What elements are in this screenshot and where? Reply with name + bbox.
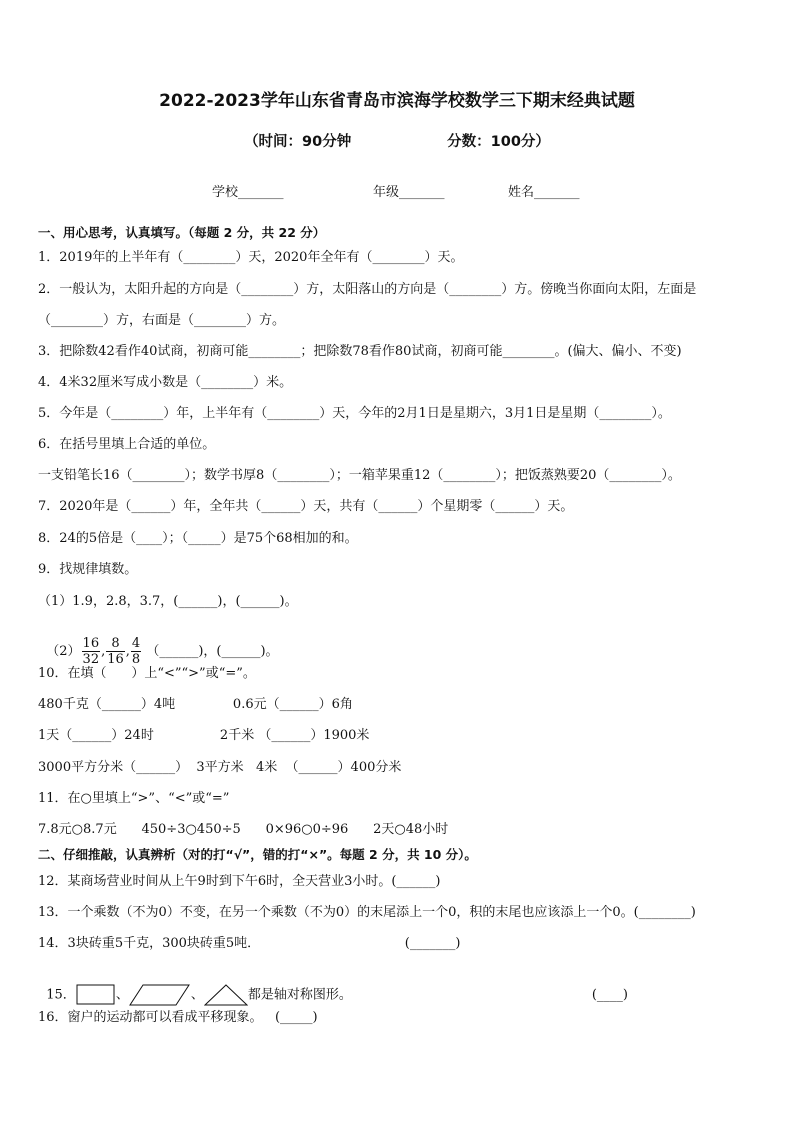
question-7: 7．2020年是（______）年，全年共（______）天，共有（______）个星期零（______）天。: [38, 499, 574, 514]
question-1: 1．2019年的上半年有（________）天，2020年全年有（________）天。: [38, 250, 464, 265]
page-title: 2022-2023学年山东省青岛市滨海学校数学三下期末经典试题: [159, 91, 635, 111]
question-16: 16．窗户的运动都可以看成平移现象。 (_____): [38, 1010, 318, 1025]
rectangle-icon: [76, 984, 116, 1006]
question-14: 14．3块砖重5千克，300块砖重5吨． (_______): [38, 936, 461, 951]
question-2-line-2: （________）方，右面是（________）方。: [38, 313, 286, 328]
question-11: 11．在○里填上“>”、“<”或“=”: [38, 791, 230, 806]
q9b-label: （2）: [46, 644, 81, 659]
school-field[interactable]: 学校_______: [212, 185, 284, 200]
question-8: 8．24的5倍是（____）；（_____）是75个68相加的和。: [38, 531, 358, 546]
fraction-3: $\frac{4}{8}$: [131, 636, 141, 667]
question-6: 6．在括号里填上合适的单位。: [38, 437, 216, 452]
page-subtitle: （时间：90分钟 分数：100分）: [244, 134, 550, 150]
parallelogram-icon: [129, 984, 191, 1006]
question-9-part-2: （2） $\frac{16}{32}$ , $\frac{8}{16}$ , $\frac{4}{8}$ （______)，(______)。: [46, 636, 279, 667]
question-3: 3．把除数42看作40试商，初商可能________；把除数78看作80试商，初商可能________。(偏大、偏小、不变): [38, 344, 682, 359]
question-10-row-1: 480千克（______）4吨 0.6元（______）6角: [38, 697, 353, 712]
question-9: 9．找规律填数。: [38, 562, 138, 577]
q9b-tail: （______)，(______)。: [146, 644, 279, 659]
question-10: 10．在填（ ）上“<”“>”或“=”。: [38, 666, 256, 681]
question-10-row-3: 3000平方分米（______） 3平方米 4米 （______）400分米: [38, 760, 402, 775]
question-5: 5．今年是（________）年，上半年有（________）天，今年的2月1日是星期六，3月1日是星期（________）。: [38, 406, 671, 421]
fraction-1: $\frac{16}{32}$: [82, 636, 100, 667]
name-field[interactable]: 姓名_______: [508, 185, 580, 200]
question-6-items: 一支铅笔长16（________）；数学书厚8（________）；一箱苹果重12（________）；把饭蒸熟要20（________）。: [38, 468, 681, 483]
question-15: 15． 、 、 都是轴对称图形。 (____): [38, 966, 628, 1006]
question-11-row: 7.8元○8.7元 450÷3○450÷5 0×96○0÷96 2天○48小时: [38, 822, 449, 837]
question-9-part-1: （1）1.9，2.8，3.7，(______)，(______)。: [38, 594, 298, 609]
question-2-line-1: 2．一般认为，太阳升起的方向是（________）方，太阳落山的方向是（________）方。傍晚当你面向太阳，左面是: [38, 282, 697, 297]
section-2-heading: 二、仔细推敲，认真辨析（对的打“√”，错的打“×”。每题 2 分，共 10 分）。: [38, 847, 477, 862]
grade-field[interactable]: 年级_______: [373, 185, 445, 200]
triangle-icon: [204, 984, 248, 1006]
question-12: 12．某商场营业时间从上午9时到下午6时，全天营业3小时。(______): [38, 874, 441, 889]
question-10-row-2: 1天（______）24时 2千米 （______）1900米: [38, 728, 370, 743]
question-4: 4．4米32厘米写成小数是（________）米。: [38, 375, 293, 390]
question-13: 13．一个乘数（不为0）不变，在另一个乘数（不为0）的末尾添上一个0，积的末尾也应该添上一个0。(________): [38, 905, 696, 920]
section-1-heading: 一、用心思考，认真填写。（每题 2 分，共 22 分）: [38, 225, 326, 240]
fraction-2: $\frac{8}{16}$: [107, 636, 124, 667]
